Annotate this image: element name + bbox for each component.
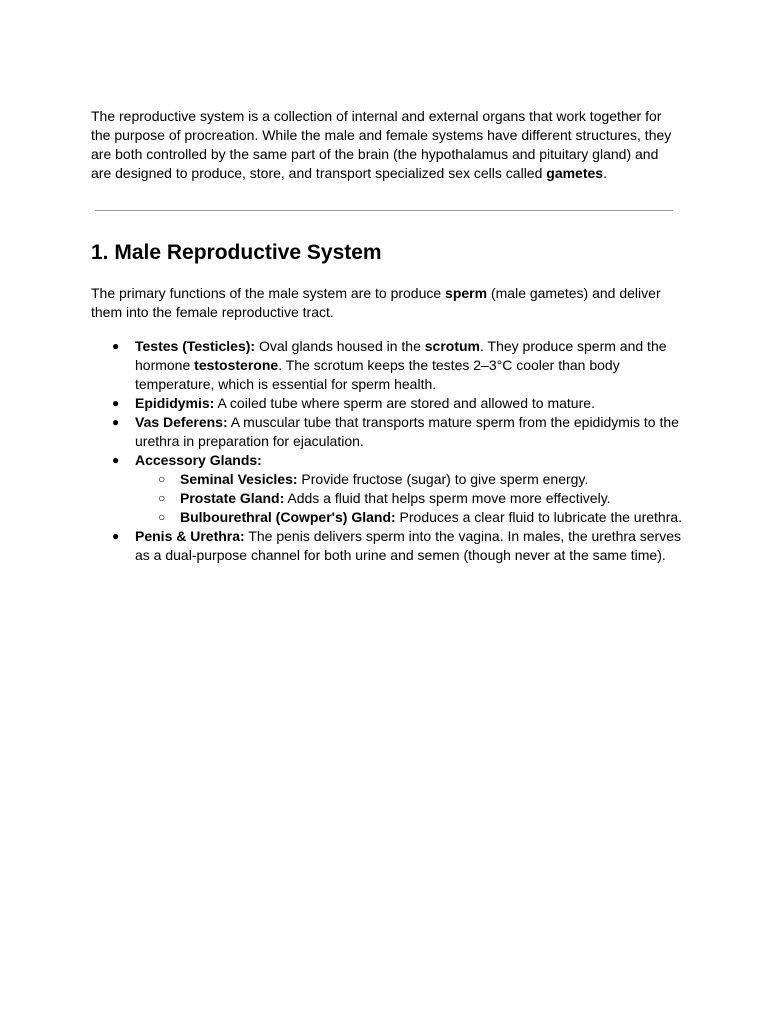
lead-text: The primary functions of the male system are to produce — [91, 285, 446, 301]
item-text: Oval glands housed in the — [255, 338, 425, 354]
bullet-icon: ● — [112, 453, 120, 467]
intro-paragraph — [91, 107, 681, 183]
item-text: . They produce sperm and the hormone — [135, 338, 667, 373]
item-term: Vas Deferens: — [135, 414, 228, 430]
item-bold-testosterone: testosterone — [194, 357, 279, 373]
subitem-text: Produces a clear fluid to lubricate the urethra. — [395, 509, 683, 525]
item-text: . The scrotum keeps the testes 2–3°C cooler than body temperature, which is essential for sperm health. — [135, 357, 620, 392]
lead-text-end: (male gametes) and deliver them into the female reproductive tract. — [91, 285, 661, 320]
item-term: Penis & Urethra: — [135, 528, 245, 544]
item-term: Epididymis: — [135, 395, 215, 411]
item-text: The penis delivers sperm into the vagina. In males, the urethra serves as a dual-purpose channel for both urine and semen (though never at the same time). — [135, 528, 681, 563]
item-term: Accessory Glands: — [135, 452, 262, 468]
subitem-text: Provide fructose (sugar) to give sperm energy. — [297, 471, 589, 487]
section-lead-paragraph — [91, 284, 681, 322]
list-item-epididymis — [91, 394, 681, 413]
intro-text: The reproductive system is a collection of internal and external organs that work together for the purpose of procreation. While the male and female systems have different structures, they are both controlled by the same part of the brain (the hypothalamus and pituitary gland) and are designed to produce, store, and transport specialized sex cells called — [91, 108, 672, 181]
item-bold-scrotum: scrotum — [424, 338, 480, 354]
accessory-glands-sublist — [135, 470, 681, 527]
list-item-accessory-glands — [91, 451, 681, 527]
sublist-item-seminal-vesicles — [135, 470, 681, 489]
sublist-item-prostate-gland — [135, 489, 681, 508]
subitem-text: Adds a fluid that helps sperm move more effectively. — [284, 490, 611, 506]
list-item-testes — [91, 337, 681, 394]
section-divider — [95, 210, 673, 211]
subitem-term: Bulbourethral (Cowper's) Gland: — [180, 509, 396, 525]
list-item-penis-urethra — [91, 527, 681, 565]
lead-bold-sperm: sperm — [445, 285, 488, 301]
sublist-item-bulbourethral-gland — [135, 508, 681, 527]
section-heading: 1. Male Reproductive System — [91, 241, 382, 264]
intro-bold-gametes: gametes — [546, 165, 604, 181]
sub-bullet-icon: ○ — [158, 472, 166, 486]
item-text: A coiled tube where sperm are stored and allowed to mature. — [214, 395, 595, 411]
list-item-vas-deferens — [91, 413, 681, 451]
sub-bullet-icon: ○ — [158, 491, 166, 505]
bullet-icon: ● — [112, 415, 120, 429]
bullet-icon: ● — [112, 529, 120, 543]
bullet-icon: ● — [112, 339, 120, 353]
sub-bullet-icon: ○ — [158, 510, 166, 524]
document-page — [91, 107, 681, 565]
intro-text-end: . — [603, 165, 607, 181]
subitem-term: Prostate Gland: — [180, 490, 285, 506]
bullet-icon: ● — [112, 396, 120, 410]
organ-list — [91, 337, 681, 565]
item-term: Testes (Testicles): — [135, 338, 256, 354]
item-text: A muscular tube that transports mature sperm from the epididymis to the urethra in preparation for ejaculation. — [135, 414, 679, 449]
subitem-term: Seminal Vesicles: — [180, 471, 298, 487]
